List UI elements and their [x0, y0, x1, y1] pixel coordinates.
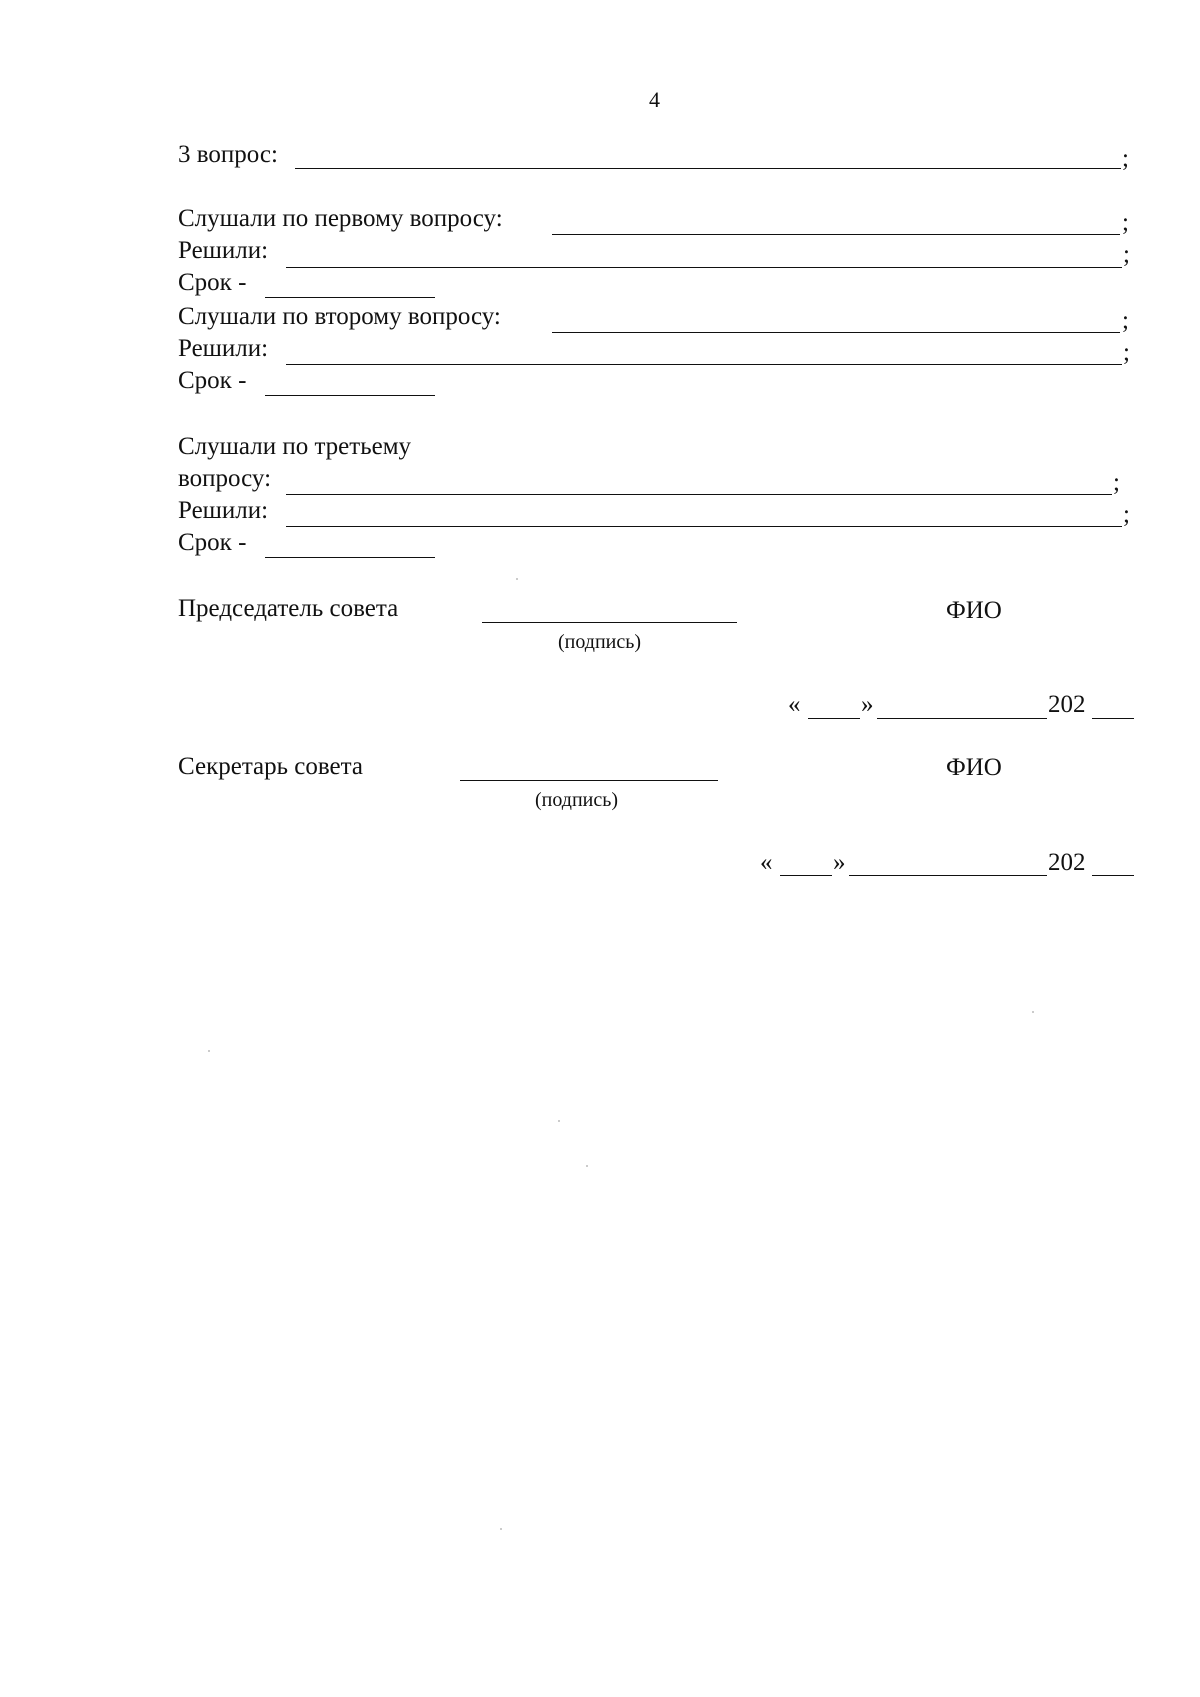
scan-speck	[558, 1120, 560, 1122]
deadline-label: Срок -	[178, 529, 247, 556]
question-3-field[interactable]	[295, 168, 1121, 169]
date-day-field[interactable]	[780, 875, 832, 876]
date-open-quote: «	[788, 691, 801, 718]
heard-third-question-field[interactable]	[286, 494, 1112, 495]
semicolon: ;	[1122, 209, 1129, 236]
heard-third-question-label: Слушали по третьему	[178, 433, 412, 460]
semicolon: ;	[1123, 339, 1130, 366]
signature-caption: (подпись)	[558, 631, 642, 653]
date-month-field[interactable]	[877, 718, 1047, 719]
decided-label: Решили:	[178, 497, 269, 524]
date-year-field[interactable]	[1092, 875, 1134, 876]
semicolon: ;	[1122, 145, 1129, 172]
deadline-second-field[interactable]	[265, 395, 435, 396]
date-close-quote: »	[833, 849, 846, 876]
heard-second-question-label: Слушали по второму вопросу:	[178, 303, 501, 330]
date-day-field[interactable]	[808, 718, 860, 719]
semicolon: ;	[1113, 469, 1120, 496]
scan-speck	[1032, 1011, 1034, 1013]
decided-label: Решили:	[178, 335, 269, 362]
date-open-quote: «	[760, 849, 773, 876]
semicolon: ;	[1122, 307, 1129, 334]
decided-first-field[interactable]	[286, 267, 1122, 268]
decided-label: Решили:	[178, 237, 269, 264]
secretary-signature-field[interactable]	[460, 780, 718, 781]
deadline-third-field[interactable]	[265, 557, 435, 558]
heard-third-question-label-cont: вопросу:	[178, 465, 272, 492]
deadline-label: Срок -	[178, 269, 247, 296]
date-year-field[interactable]	[1092, 718, 1134, 719]
heard-first-question-label: Слушали по первому вопросу:	[178, 205, 503, 232]
heard-first-question-field[interactable]	[552, 234, 1120, 235]
deadline-first-field[interactable]	[265, 297, 435, 298]
scan-speck	[208, 1050, 210, 1052]
chairman-fio: ФИО	[946, 597, 1002, 624]
secretary-label: Секретарь совета	[178, 753, 363, 780]
semicolon: ;	[1123, 501, 1130, 528]
date-year: 202	[1048, 691, 1086, 718]
date-close-quote: »	[861, 691, 874, 718]
decided-third-field[interactable]	[286, 526, 1122, 527]
secretary-fio: ФИО	[946, 754, 1002, 781]
scan-speck	[516, 578, 518, 580]
question-3-label: 3 вопрос:	[178, 141, 278, 168]
deadline-label: Срок -	[178, 367, 247, 394]
date-year: 202	[1048, 849, 1086, 876]
signature-caption: (подпись)	[535, 789, 619, 811]
date-month-field[interactable]	[849, 875, 1047, 876]
chairman-signature-field[interactable]	[482, 622, 737, 623]
page-number: 4	[649, 87, 660, 112]
semicolon: ;	[1123, 241, 1130, 268]
scan-speck	[586, 1165, 588, 1167]
heard-second-question-field[interactable]	[552, 332, 1120, 333]
chairman-label: Председатель совета	[178, 595, 399, 622]
scan-speck	[500, 1528, 502, 1530]
decided-second-field[interactable]	[286, 364, 1122, 365]
